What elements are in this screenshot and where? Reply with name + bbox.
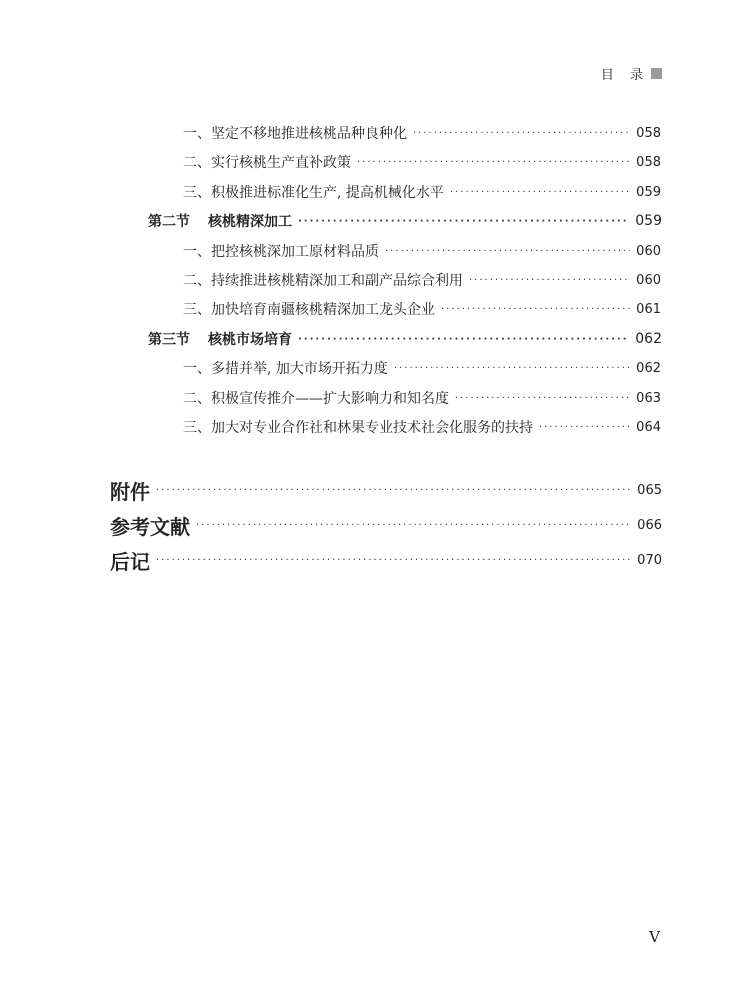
- dot-leader: [441, 304, 630, 315]
- toc-entry-title: 三、加大对专业合作社和林果专业技术社会化服务的扶持: [183, 420, 533, 436]
- toc-section-entry[interactable]: [148, 329, 662, 349]
- toc-entry-page: 065: [637, 482, 662, 498]
- toc-entry[interactable]: [183, 270, 661, 290]
- toc-entry-page: 070: [637, 552, 662, 568]
- toc-entry-title: 三、加快培育南疆核桃精深加工龙头企业: [183, 302, 435, 318]
- toc-entry-title: 二、实行核桃生产直补政策: [183, 155, 351, 171]
- toc-entry[interactable]: [183, 241, 661, 261]
- toc-entry-page: 066: [637, 517, 662, 533]
- toc-entry-page: 060: [636, 272, 661, 288]
- toc-entry-title: 一、把控核桃深加工原材料品质: [183, 244, 379, 260]
- toc-chapter-entry[interactable]: [110, 510, 662, 540]
- toc-entry[interactable]: [183, 417, 661, 437]
- toc-entry-page: 060: [636, 243, 661, 259]
- dot-leader: [450, 187, 630, 198]
- page-number: V: [649, 928, 660, 946]
- toc-entry-page: 058: [636, 154, 661, 170]
- dot-leader: [298, 334, 629, 345]
- toc-entry-page: 059: [636, 184, 661, 200]
- dot-leader: [357, 157, 630, 168]
- toc-entry-page: 062: [635, 331, 662, 347]
- toc-entry[interactable]: [183, 152, 661, 172]
- toc-entry[interactable]: [183, 358, 661, 378]
- toc-entry-page: 063: [636, 390, 661, 406]
- toc-chapter-entry[interactable]: [110, 475, 662, 505]
- toc-entry[interactable]: [183, 182, 661, 202]
- toc-entry-page: 059: [635, 213, 662, 229]
- chapter-title: 后记: [110, 549, 150, 574]
- toc-entry[interactable]: [183, 388, 661, 408]
- running-head-title: 目 录: [600, 68, 649, 83]
- section-label: 第二节: [148, 214, 190, 230]
- toc-entry-title: 二、积极宣传推介——扩大影响力和知名度: [183, 391, 449, 407]
- dot-leader: [385, 246, 630, 257]
- dot-leader: [196, 520, 631, 531]
- toc-entry-title: 二、持续推进核桃精深加工和副产品综合利用: [183, 273, 463, 289]
- dot-leader: [455, 393, 630, 404]
- section-label: 第三节: [148, 332, 190, 348]
- dot-leader: [156, 555, 631, 566]
- toc-entry[interactable]: [183, 123, 661, 143]
- toc-entry-page: 064: [636, 419, 661, 435]
- toc-entry-page: 061: [636, 301, 661, 317]
- dot-leader: [156, 485, 631, 496]
- toc-entry-title: 一、多措并举, 加大市场开拓力度: [183, 361, 388, 377]
- dot-leader: [413, 128, 630, 139]
- dot-leader: [469, 275, 630, 286]
- chapter-title: 附件: [110, 479, 150, 504]
- dot-leader: [298, 216, 629, 227]
- section-title: 核桃精深加工: [208, 214, 292, 230]
- toc-section-entry[interactable]: [148, 211, 662, 231]
- chapter-title: 参考文献: [110, 514, 190, 539]
- dot-leader: [394, 363, 630, 374]
- toc-entry-title: 一、坚定不移地推进核桃品种良种化: [183, 126, 407, 142]
- dot-leader: [539, 422, 630, 433]
- toc-entry[interactable]: [183, 299, 661, 319]
- toc-chapter-entry[interactable]: [110, 545, 662, 575]
- section-title: 核桃市场培育: [208, 332, 292, 348]
- toc-entry-title: 三、积极推进标准化生产, 提高机械化水平: [183, 185, 444, 201]
- toc-entry-page: 058: [636, 125, 661, 141]
- toc-entry-page: 062: [636, 360, 661, 376]
